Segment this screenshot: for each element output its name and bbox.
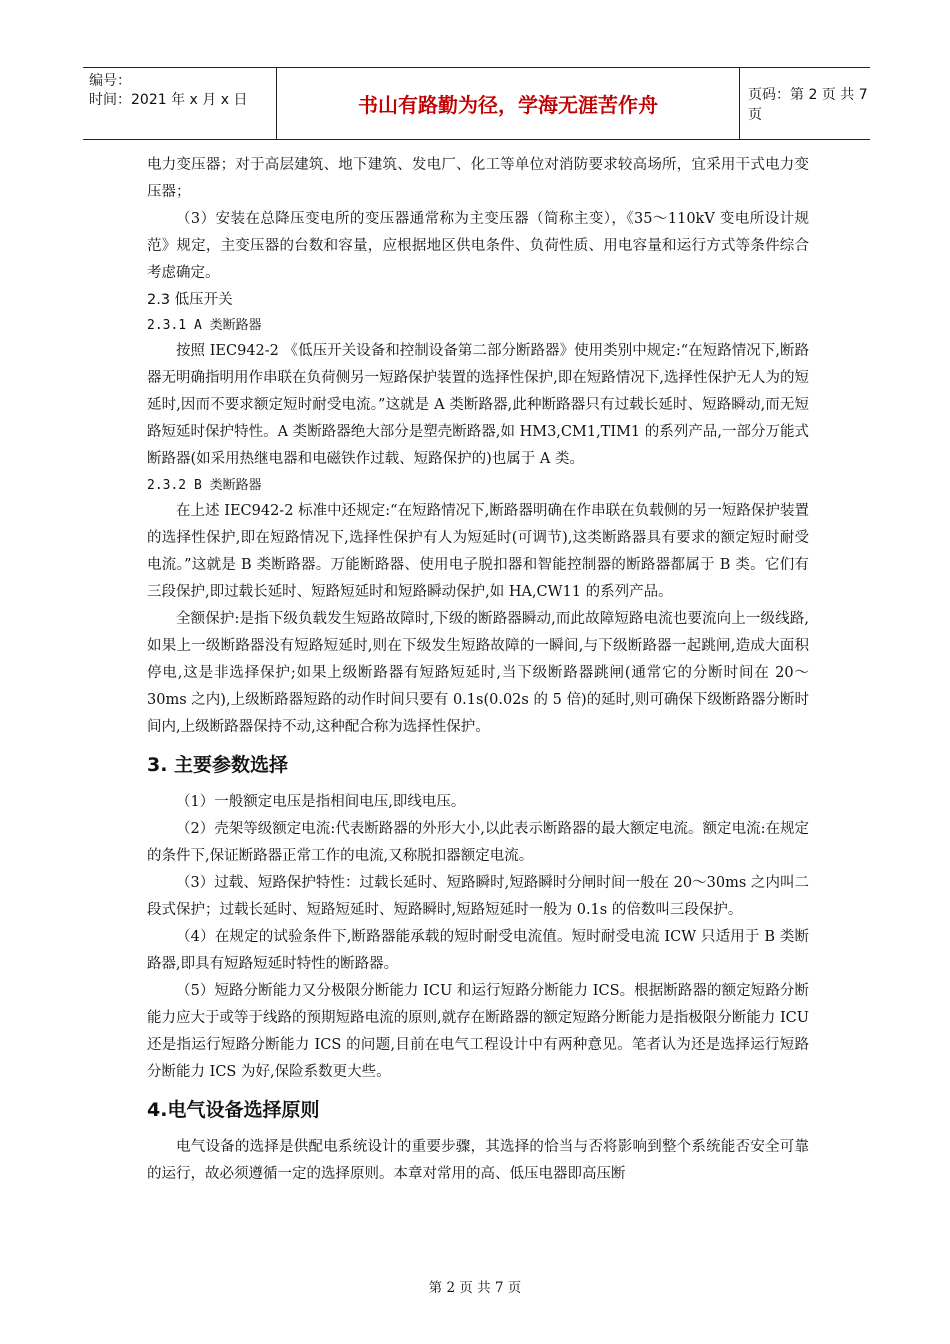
doc-date-label: 时间：2021 年 x 月 x 日 [89, 92, 248, 108]
header-motto: 书山有路勤为径，学海无涯苦作舟 [277, 68, 740, 139]
page-footer: 第 2 页 共 7 页 [428, 1280, 522, 1296]
paragraph: 全额保护:是指下级负载发生短路故障时,下级的断路器瞬动,而此故障短路电流也要流向上一级线路,如果上一级断路器没有短路短延时,则在下级发生短路故障的一瞬间,与下级断路器一起跳闸,造成大面积停电,这是非选择保护;如果上级断路器有短路短延时,当下级断路器跳闸(通常它的分断时间在 20～30ms 之内),上级断路器短路的动作时间只要有 0.1s(0.02s 的 5 倍)的延时,则可确保下级断路器分断时间内,上级断路器保持不动,这种配合称为选择性保护。 [147, 611, 809, 735]
paragraph: （1）一般额定电压是指相间电压,即线电压。 [176, 794, 466, 810]
paragraph: 在上述 IEC942-2 标准中还规定:“在短路情况下,断路器明确在作串联在负载侧的另一短路保护装置的选择性保护,即在短路情况下,选择性保护有人为短延时(可调节),这类断路器具有要求的额定短时耐受电流。”这就是 B 类断路器。万能断路器、使用电子脱扣器和智能控制器的断路器都属于 B 类。它们有三段保护,即过载长延时、短路短延时和短路瞬动保护,如 HA,CW11 的系列产品。 [147, 503, 809, 600]
section-heading-2-3: 2.3 低压开关 [147, 292, 233, 308]
paragraph: 按照 IEC942-2 《低压开关设备和控制设备第二部分断路器》使用类别中规定:“在短路情况下,断路器无明确指明用作串联在负荷侧另一短路保护装置的选择性保护,即在短路情况下,选择性保护无人为的短延时,因而不要求额定短时耐受电流。”这就是 A 类断路器,此种断路器只有过载长延时、短路瞬动,而无短路短延时保护特性。A 类断路器绝大部分是塑壳断路器,如 HM3,CM1,TIM1 的系列产品,一部分万能式断路器(如采用热继电器和电磁铁作过载、短路保护的)也属于 A 类。 [147, 343, 809, 467]
paragraph: （5）短路分断能力又分极限分断能力 ICU 和运行短路分断能力 ICS。根据断路器的额定短路分断能力应大于或等于线路的预期短路电流的原则,就存在断路器的额定短路分断能力是指极限分断能力 ICU 还是指运行短路分断能力 ICS 的问题,目前在电气工程设计中有两种意见。笔者认为还是选择运行短路分断能力 ICS 为好,保险系数更大些。 [147, 983, 809, 1080]
paragraph: 电气设备的选择是供配电系统设计的重要步骤，其选择的恰当与否将影响到整个系统能否安全可靠的运行，故必须遵循一定的选择原则。本章对常用的高、低压电器即高压断 [147, 1139, 809, 1182]
page-header [83, 67, 870, 140]
section-heading-3: 3. 主要参数选择 [147, 754, 289, 776]
paragraph: （4）在规定的试验条件下,断路器能承载的短时耐受电流值。短时耐受电流 ICW 只适用于 B 类断路器,即具有短路短延时特性的断路器。 [147, 929, 809, 972]
header-meta [83, 68, 277, 139]
paragraph: （3）过载、短路保护特性：过载长延时、短路瞬时,短路瞬时分闸时间一般在 20～30ms 之内叫二段式保护；过载长延时、短路短延时、短路瞬时,短路短延时一般为 0.1s 的倍数叫三段保护。 [147, 875, 809, 918]
section-heading-4: 4.电气设备选择原则 [147, 1099, 320, 1121]
subsection-heading-2-3-2: 2.3.2 B 类断路器 [147, 478, 262, 493]
subsection-heading-2-3-1: 2.3.1 A 类断路器 [147, 318, 262, 333]
header-page-number: 页码：第 2 页 共 7 页 [748, 86, 868, 123]
document-body [147, 152, 809, 1188]
paragraph: （3）安装在总降压变电所的变压器通常称为主变压器（简称主变），《35～110kV 变电所设计规范》规定，主变压器的台数和容量，应根据地区供电条件、负荷性质、用电容量和运行方式等条件综合考虑确定。 [147, 211, 809, 281]
paragraph: 电力变压器；对于高层建筑、地下建筑、发电厂、化工等单位对消防要求较高场所，宜采用干式电力变压器； [147, 157, 809, 200]
doc-number-label: 编号： [89, 73, 131, 89]
paragraph: （2）壳架等级额定电流:代表断路器的外形大小,以此表示断路器的最大额定电流。额定电流:在规定的条件下,保证断路器正常工作的电流,又称脱扣器额定电流。 [147, 821, 809, 864]
